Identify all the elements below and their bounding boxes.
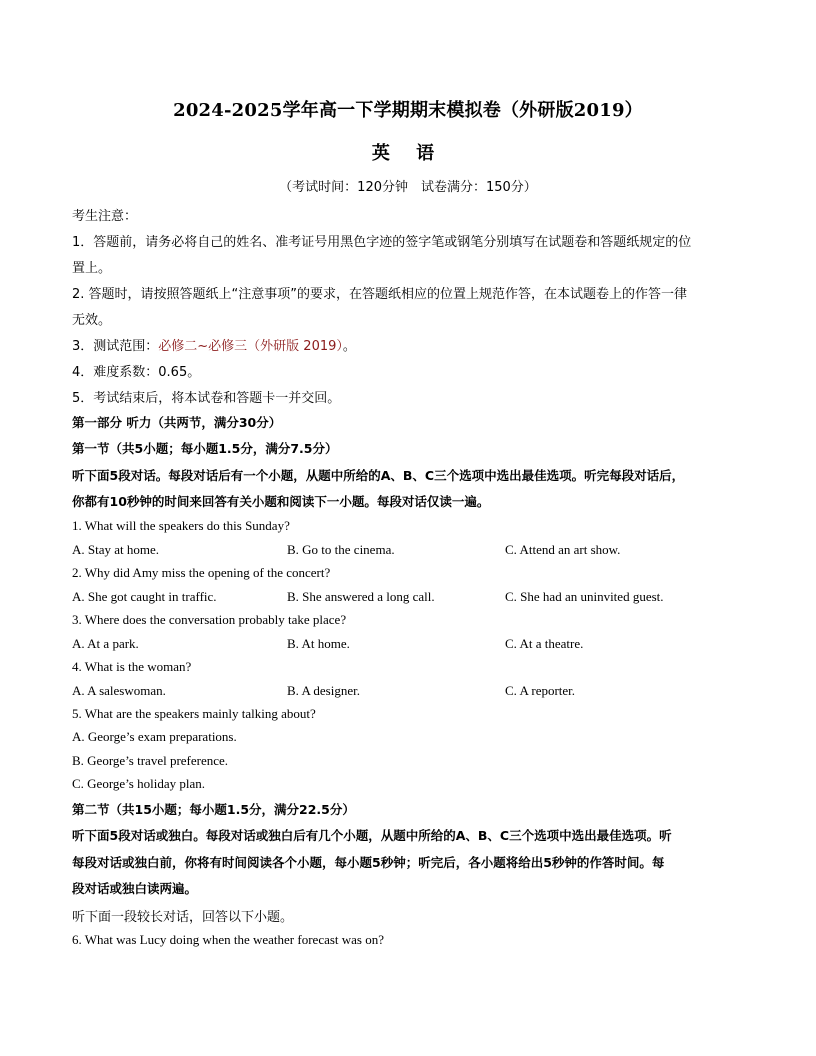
question-1-option-b: B. Go to the cinema. [287,542,395,557]
note-5: 5．考试结束后，将本试卷和答题卡一并交回。 [72,391,341,406]
question-1: 1. What will the speakers do this Sunday? [72,518,290,533]
question-1-option-c: C. Attend an art show. [505,542,621,557]
section1-instructions-line-2: 你都有10秒钟的时间来回答有关小题和阅读下一小题。每段对话仅读一遍。 [72,494,490,509]
test-range: 必修二~必修三（外研版 2019） [158,339,343,354]
section1-instructions-line-1: 听下面5段对话。每段对话后有一个小题，从题中所给的A、B、C三个选项中选出最佳选项。听完每段对话后， [72,468,685,483]
question-5-option-b: B. George’s travel preference. [72,753,229,768]
note-4: 4．难度系数：0.65。 [72,365,201,380]
question-3-option-c: C. At a theatre. [505,636,584,651]
note-3-prefix: 3．测试范围： [72,339,159,354]
question-3-option-b: B. At home. [287,636,350,651]
question-5-option-a: A. George’s exam preparations. [72,729,237,744]
note-2-line-1: 2. 答题时，请按照答题纸上“注意事项”的要求，在答题纸相应的位置上规范作答，在本试题卷上的作答一律 [72,287,688,302]
part1-heading: 第一部分 听力（共两节，满分30分） [72,415,282,430]
section2-instructions-line-3: 段对话或独白读两遍。 [72,881,198,896]
note-2-line-2: 无效。 [72,313,112,328]
question-5-option-c: C. George’s holiday plan. [72,776,205,791]
section1-heading: 第一节（共5小题；每小题1.5分，满分7.5分） [72,441,338,456]
note-3 [72,335,356,354]
question-2: 2. Why did Amy miss the opening of the concert? [72,565,331,580]
question-4-option-a: A. A saleswoman. [72,683,166,698]
question-4: 4. What is the woman? [72,659,192,674]
note-1-line-2: 置上。 [72,261,112,276]
question-1-option-a: A. Stay at home. [72,542,160,557]
question-4-option-c: C. A reporter. [505,683,576,698]
subject-title: 英 语 [371,143,445,164]
question-6: 6. What was Lucy doing when the weather forecast was on? [72,932,385,947]
exam-title: 2024-2025学年高一下学期期末模拟卷（外研版2019） [173,100,643,121]
notes-heading: 考生注意： [72,209,138,224]
question-4-option-b: B. A designer. [287,683,360,698]
note-3-suffix: 。 [342,339,356,354]
question-2-option-b: B. She answered a long call. [287,589,435,604]
note-1-line-1: 1．答题前，请务必将自己的姓名、准考证号用黑色字迹的签字笔或钢笔分别填写在试题卷和答题纸规定的位 [72,235,692,250]
section2-instructions-line-2: 每段对话或独白前，你将有时间阅读各个小题，每小题5秒钟；听完后，各小题将给出5秒钟的作答时间。每 [72,855,665,870]
exam-time-info: （考试时间：120分钟 试卷满分：150分） [279,180,537,195]
listen-prompt: 听下面一段较长对话，回答以下小题。 [72,910,294,925]
question-3: 3. Where does the conversation probably take place? [72,612,347,627]
question-5: 5. What are the speakers mainly talking about? [72,706,316,721]
section2-instructions-line-1: 听下面5段对话或独白。每段对话或独白后有几个小题，从题中所给的A、B、C三个选项中选出最佳选项。听 [72,828,672,843]
question-3-option-a: A. At a park. [72,636,139,651]
question-2-option-a: A. She got caught in traffic. [72,589,217,604]
section2-heading: 第二节（共15小题；每小题1.5分，满分22.5分） [72,802,355,817]
question-2-option-c: C. She had an uninvited guest. [505,589,664,604]
